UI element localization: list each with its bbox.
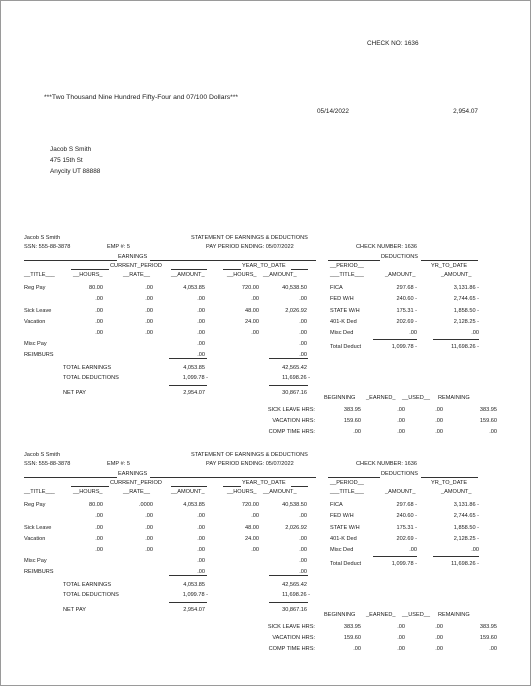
deductions-header-rule-left [328, 260, 380, 261]
deduction-ytd: 1,858.50 - [453, 308, 479, 314]
deduction-title: FICA [330, 285, 343, 291]
totals-rule-ytd [269, 358, 308, 359]
total-deduct-ytd: 11,698.26 - [451, 561, 479, 567]
deduction-ytd: 1,858.50 - [453, 525, 479, 531]
leave-remaining: .00 [489, 646, 497, 652]
col-ytd-hours: __HOURS_ [227, 272, 257, 278]
earnings-ytd-amount: .00 [299, 296, 307, 302]
deduction-title: FICA [330, 502, 343, 508]
total-deductions-value: 1,099.78 - [182, 592, 208, 598]
earnings-amount: .00 [197, 341, 205, 347]
ded-col-title: ___TITLE___ [330, 272, 364, 278]
ded-col-ytd: YR_TO_DATE [431, 263, 468, 269]
earnings-title: Misc Pay [24, 558, 47, 564]
earnings-rate: .00 [145, 330, 153, 336]
net-pay-rule-current [169, 602, 207, 603]
pay-period-label: PAY PERIOD ENDING: [206, 244, 265, 250]
col-ytd-amount: __AMOUNT_ [263, 489, 297, 495]
earnings-rate: .00 [145, 513, 153, 519]
leave-used: .00 [435, 624, 443, 630]
total-deductions-ytd: 11,698.26 - [282, 375, 310, 381]
earnings-ytd-amount: .00 [299, 341, 307, 347]
totals-rule-current [169, 358, 207, 359]
leave-beginning: 383.95 [343, 407, 361, 413]
col-hours: __HOURS_ [73, 489, 103, 495]
deduction-title: 401-K Ded [330, 319, 357, 325]
col-amount: __AMOUNT_ [171, 272, 205, 278]
earnings-rate: .00 [145, 525, 153, 531]
deduction-ytd: .00 [471, 330, 479, 336]
pay-period-label: PAY PERIOD ENDING: [206, 461, 265, 467]
leave-col-earned: _EARNED_ [366, 395, 396, 401]
total-earnings-value: 4,053.85 [183, 582, 205, 588]
ded-col-amount: _AMOUNT_ [385, 272, 416, 278]
deduction-title: 401-K Ded [330, 536, 357, 542]
deduction-ytd: .00 [471, 547, 479, 553]
net-pay-label: NET PAY [63, 607, 87, 613]
deductions-header: DEDUCTIONS [381, 471, 418, 477]
totals-rule-current [169, 575, 207, 576]
leave-col-used: __USED__ [402, 612, 430, 618]
deduction-amount: 297.68 - [396, 285, 417, 291]
earnings-ytd-hours: 720.00 [241, 502, 259, 508]
leave-remaining: 383.95 [479, 407, 497, 413]
earnings-rate: .00 [145, 285, 153, 291]
earnings-rate: .00 [145, 296, 153, 302]
pay-period-value: 05/07/2022 [265, 461, 294, 467]
deduction-ytd: 2,744.65 - [453, 296, 479, 302]
earnings-amount: .00 [197, 296, 205, 302]
earnings-hours: .00 [95, 547, 103, 553]
ded-col-period: __PERIOD__ [330, 480, 364, 486]
earnings-header-rule-right [150, 260, 316, 261]
earnings-title: Sick Leave [24, 525, 52, 531]
leave-col-remaining: REMAINING [438, 612, 470, 618]
leave-earned: .00 [397, 646, 405, 652]
current-period-rule-right [171, 269, 207, 270]
earnings-ytd-amount: 2,026.92 [285, 525, 307, 531]
total-earnings-value: 4,053.85 [183, 365, 205, 371]
check-number-line [367, 41, 419, 47]
check-date: 05/14/2022 [317, 108, 349, 115]
ssn-label: SSN: [24, 244, 38, 250]
leave-label: SICK LEAVE HRS: [267, 624, 315, 630]
earnings-ytd-hours: 24.00 [245, 536, 259, 542]
earnings-header: EARNINGS [118, 254, 148, 260]
payee-street: 475 15th St [50, 157, 83, 164]
earnings-ytd-hours: .00 [251, 330, 259, 336]
check-number-value: 1636 [404, 40, 419, 47]
leave-remaining: 159.60 [479, 635, 497, 641]
deduction-amount: 297.68 - [396, 502, 417, 508]
earnings-hours: .00 [95, 319, 103, 325]
earnings-ytd-amount: .00 [299, 547, 307, 553]
check-number-label: CHECK NO: [367, 40, 403, 47]
deduction-amount: 202.69 - [396, 319, 417, 325]
col-hours: __HOURS_ [73, 272, 103, 278]
check-number-stub-line [356, 462, 417, 468]
current-period-header: CURRENT_PERIOD [110, 480, 162, 486]
deduction-title: STATE W/H [330, 308, 360, 314]
total-earnings-label: TOTAL EARNINGS [63, 365, 112, 371]
total-deduct-label: Total Deduct [330, 561, 362, 567]
leave-col-beginning: BEGINNING [324, 395, 356, 401]
emp-number-line [107, 462, 130, 468]
earnings-header-rule-right [150, 477, 316, 478]
ytd-rule-left [223, 486, 241, 487]
total-deductions-ytd: 11,698.26 - [282, 592, 310, 598]
net-pay-ytd: 30,867.16 [282, 390, 307, 396]
current-period-rule-right [171, 486, 207, 487]
leave-remaining: .00 [489, 429, 497, 435]
earnings-title: Vacation [24, 319, 46, 325]
earnings-amount: .00 [197, 558, 205, 564]
earnings-title: Vacation [24, 536, 46, 542]
earnings-title: Reg Pay [24, 502, 46, 508]
check-number-stub-line [356, 245, 417, 251]
leave-col-beginning: BEGINNING [324, 612, 356, 618]
ded-col-ytd: YR_TO_DATE [431, 480, 468, 486]
total-deductions-label: TOTAL DEDUCTIONS [63, 375, 119, 381]
leave-col-remaining: REMAINING [438, 395, 470, 401]
earnings-header-rule-left [24, 477, 117, 478]
earnings-ytd-amount: .00 [299, 513, 307, 519]
ssn-value: 555-88-3878 [38, 461, 71, 467]
earnings-hours: .00 [95, 536, 103, 542]
amount-in-words: ***Two Thousand Nine Hundred Fifty-Four and 07/100 Dollars*** [44, 94, 239, 101]
earnings-hours: 80.00 [89, 285, 103, 291]
col-rate: __RATE__ [123, 489, 150, 495]
total-deduct-value: 1,099.78 - [391, 561, 417, 567]
net-pay-label: NET PAY [63, 390, 87, 396]
leave-earned: .00 [397, 624, 405, 630]
earnings-rate: .00 [145, 319, 153, 325]
leave-remaining: 159.60 [479, 418, 497, 424]
deduction-title: STATE W/H [330, 525, 360, 531]
earnings-rate: .00 [145, 536, 153, 542]
leave-label: SICK LEAVE HRS: [267, 407, 315, 413]
net-pay-ytd: 30,867.16 [282, 607, 307, 613]
earnings-hours: .00 [95, 513, 103, 519]
earnings-header-rule-left [24, 260, 117, 261]
totals-rule-ytd [269, 575, 308, 576]
check-number-stub-value: 1636 [404, 244, 417, 250]
payee-city: Anycity UT 88888 [50, 168, 101, 175]
earnings-ytd-amount: .00 [299, 536, 307, 542]
total-deduct-value: 1,099.78 - [391, 344, 417, 350]
deduction-ytd: 2,744.65 - [453, 513, 479, 519]
deduction-ytd: 3,131.86 - [453, 502, 479, 508]
current-period-rule-left [71, 269, 109, 270]
deductions-header-rule-right [421, 260, 478, 261]
deduction-title: Misc Ded [330, 330, 354, 336]
earnings-amount: .00 [197, 547, 205, 553]
ded-col-period: __PERIOD__ [330, 263, 364, 269]
leave-remaining: 383.95 [479, 624, 497, 630]
statement-title: STATEMENT OF EARNINGS & DEDUCTIONS [191, 452, 308, 458]
net-pay-rule-ytd [269, 602, 308, 603]
ssn-line [24, 245, 70, 251]
ytd-rule-right [291, 486, 308, 487]
earnings-amount: .00 [197, 319, 205, 325]
earnings-ytd-amount: .00 [299, 569, 307, 575]
leave-beginning: .00 [353, 429, 361, 435]
leave-col-used: __USED__ [402, 395, 430, 401]
leave-col-earned: _EARNED_ [366, 612, 396, 618]
pay-period-line [206, 245, 294, 251]
earnings-ytd-hours: .00 [251, 296, 259, 302]
earnings-rate: .00 [145, 547, 153, 553]
leave-used: .00 [435, 429, 443, 435]
leave-beginning: 159.60 [343, 635, 361, 641]
ytd-rule-right [291, 269, 308, 270]
earnings-ytd-amount: 2,026.92 [285, 308, 307, 314]
ytd-rule-left [223, 269, 241, 270]
ytd-header: YEAR_TO_DATE [242, 480, 286, 486]
deduction-amount: .00 [409, 547, 417, 553]
earnings-rate: .00 [145, 308, 153, 314]
earnings-rate: .0000 [139, 502, 153, 508]
earnings-ytd-amount: 40,538.50 [282, 285, 307, 291]
leave-beginning: 159.60 [343, 418, 361, 424]
leave-earned: .00 [397, 407, 405, 413]
check-number-stub-value: 1636 [404, 461, 417, 467]
emp-label: EMP #: [107, 461, 126, 467]
earnings-ytd-hours: 48.00 [245, 525, 259, 531]
col-title: __TITLE___ [24, 272, 55, 278]
earnings-hours: .00 [95, 296, 103, 302]
leave-label: VACATION HRS: [272, 418, 315, 424]
leave-used: .00 [435, 407, 443, 413]
emp-value: 5 [126, 461, 130, 467]
ssn-value: 555-88-3878 [38, 244, 71, 250]
net-pay-value: 2,954.07 [183, 607, 205, 613]
total-earnings-label: TOTAL EARNINGS [63, 582, 112, 588]
earnings-ytd-hours: .00 [251, 513, 259, 519]
check-number-stub-label: CHECK NUMBER: [356, 461, 403, 467]
deduction-title: FED W/H [330, 513, 354, 519]
col-amount: __AMOUNT_ [171, 489, 205, 495]
employee-name: Jacob S Smith [24, 235, 61, 241]
earnings-hours: .00 [95, 525, 103, 531]
deduction-title: FED W/H [330, 296, 354, 302]
deduction-ytd: 2,128.25 - [453, 319, 479, 325]
earnings-ytd-amount: .00 [299, 352, 307, 358]
current-period-header: CURRENT_PERIOD [110, 263, 162, 269]
earnings-hours: 80.00 [89, 502, 103, 508]
deduction-amount: 175.31 - [396, 308, 417, 314]
earnings-title: Misc Pay [24, 341, 47, 347]
ded-col-title: ___TITLE___ [330, 489, 364, 495]
earnings-amount: 4,053.85 [183, 502, 205, 508]
col-ytd-hours: __HOURS_ [227, 489, 257, 495]
deduction-amount: 240.60 - [396, 296, 417, 302]
earnings-title: REIMBURS [24, 569, 54, 575]
leave-used: .00 [435, 418, 443, 424]
earnings-ytd-amount: 40,538.50 [282, 502, 307, 508]
ssn-label: SSN: [24, 461, 38, 467]
leave-label: COMP TIME HRS: [268, 429, 315, 435]
total-deduct-ytd: 11,698.26 - [451, 344, 479, 350]
total-deduct-label: Total Deduct [330, 344, 362, 350]
deductions-header: DEDUCTIONS [381, 254, 418, 260]
net-pay-rule-current [169, 385, 207, 386]
earnings-ytd-amount: .00 [299, 558, 307, 564]
earnings-amount: .00 [197, 513, 205, 519]
deduction-amount: 240.60 - [396, 513, 417, 519]
earnings-ytd-amount: .00 [299, 319, 307, 325]
emp-number-line [107, 245, 130, 251]
leave-earned: .00 [397, 635, 405, 641]
earnings-ytd-hours: .00 [251, 547, 259, 553]
deductions-header-rule-right [421, 477, 478, 478]
ssn-line [24, 462, 70, 468]
earnings-amount: .00 [197, 536, 205, 542]
leave-label: VACATION HRS: [272, 635, 315, 641]
deduction-amount: .00 [409, 330, 417, 336]
net-pay-value: 2,954.07 [183, 390, 205, 396]
deduction-amount: 202.69 - [396, 536, 417, 542]
payee-name: Jacob S Smith [50, 146, 92, 153]
earnings-amount: .00 [197, 330, 205, 336]
earnings-ytd-hours: 48.00 [245, 308, 259, 314]
deductions-header-rule-left [328, 477, 380, 478]
deduction-title: Misc Ded [330, 547, 354, 553]
leave-earned: .00 [397, 418, 405, 424]
earnings-title: REIMBURS [24, 352, 54, 358]
earnings-hours: .00 [95, 330, 103, 336]
ded-col-ytd-amount: _AMOUNT_ [441, 272, 472, 278]
earnings-amount: .00 [197, 569, 205, 575]
emp-value: 5 [126, 244, 130, 250]
employee-name: Jacob S Smith [24, 452, 61, 458]
net-pay-rule-ytd [269, 385, 308, 386]
earnings-ytd-hours: 24.00 [245, 319, 259, 325]
ded-col-amount: _AMOUNT_ [385, 489, 416, 495]
pay-period-value: 05/07/2022 [265, 244, 294, 250]
earnings-amount: .00 [197, 525, 205, 531]
ded-col-ytd-amount: _AMOUNT_ [441, 489, 472, 495]
total-earnings-ytd: 42,565.42 [282, 365, 307, 371]
deduction-ytd: 2,128.25 - [453, 536, 479, 542]
total-earnings-ytd: 42,565.42 [282, 582, 307, 588]
statement-title: STATEMENT OF EARNINGS & DEDUCTIONS [191, 235, 308, 241]
earnings-title: Reg Pay [24, 285, 46, 291]
leave-beginning: 383.95 [343, 624, 361, 630]
leave-used: .00 [435, 635, 443, 641]
emp-label: EMP #: [107, 244, 126, 250]
ded-total-rule-ytd [433, 339, 479, 340]
leave-beginning: .00 [353, 646, 361, 652]
col-rate: __RATE__ [123, 272, 150, 278]
earnings-ytd-hours: 720.00 [241, 285, 259, 291]
earnings-amount: .00 [197, 308, 205, 314]
earnings-header: EARNINGS [118, 471, 148, 477]
ded-total-rule-current [373, 339, 417, 340]
col-title: __TITLE___ [24, 489, 55, 495]
leave-label: COMP TIME HRS: [268, 646, 315, 652]
total-deductions-label: TOTAL DEDUCTIONS [63, 592, 119, 598]
earnings-amount: .00 [197, 352, 205, 358]
deduction-amount: 175.31 - [396, 525, 417, 531]
col-ytd-amount: __AMOUNT_ [263, 272, 297, 278]
earnings-hours: .00 [95, 308, 103, 314]
total-deductions-value: 1,099.78 - [182, 375, 208, 381]
check-number-stub-label: CHECK NUMBER: [356, 244, 403, 250]
pay-period-line [206, 462, 294, 468]
ytd-header: YEAR_TO_DATE [242, 263, 286, 269]
earnings-ytd-amount: .00 [299, 330, 307, 336]
current-period-rule-left [71, 486, 109, 487]
ded-total-rule-current [373, 556, 417, 557]
earnings-title: Sick Leave [24, 308, 52, 314]
ded-total-rule-ytd [433, 556, 479, 557]
check-amount: 2,954.07 [453, 108, 478, 115]
leave-used: .00 [435, 646, 443, 652]
earnings-amount: 4,053.85 [183, 285, 205, 291]
deduction-ytd: 3,131.86 - [453, 285, 479, 291]
leave-earned: .00 [397, 429, 405, 435]
